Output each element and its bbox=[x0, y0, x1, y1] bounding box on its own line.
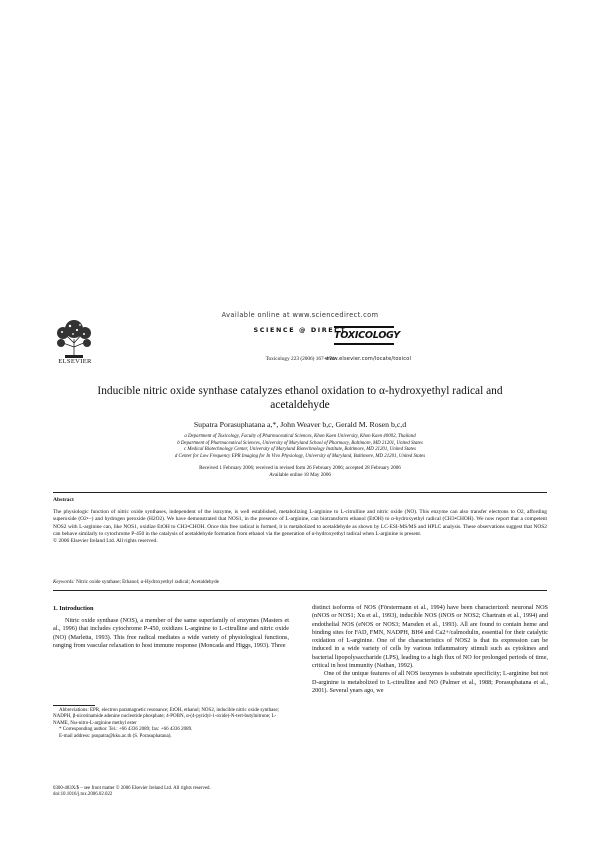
doi-link[interactable]: doi:10.1016/j.tox.2006.02.022 bbox=[53, 792, 113, 798]
affiliation-a: a Department of Toxicology, Faculty of Pharmaceutical Sciences, Khon Kaen University, Khon Kaen 40002, Thailand bbox=[184, 434, 416, 439]
available-online-notice[interactable]: Available online at www.sciencedirect.com bbox=[221, 311, 379, 319]
abstract-top-rule bbox=[53, 492, 547, 493]
abstract-text bbox=[53, 509, 547, 545]
abbreviations-footnote: Abbreviations: EPR, electron paramagnetic resonance; EtOH, ethanol; NOS2, inducible nitric oxide synthase; NADPH, β-nicotinamide adenine nucleotide phosphate; 4-POBN, α-(4-pyridyl-1-oxide)-N-tert-butylnitrone; L-NAME, Nω-nitro-L-arginine methyl ester bbox=[53, 708, 279, 726]
footnote-rule bbox=[53, 705, 95, 706]
journal-homepage-link[interactable]: www.elsevier.com/locate/toxicol bbox=[324, 356, 412, 362]
article-history bbox=[80, 465, 520, 479]
intro-column-right bbox=[312, 604, 548, 695]
received-dates: Received 1 February 2006; received in revised form 26 February 2006; accepted 28 February 2006 bbox=[199, 465, 401, 471]
corresponding-author-footnote: * Corresponding author. Tel.: +66 4336 2089; fax: +66 4336 2089. bbox=[59, 727, 193, 733]
abstract-bottom-rule bbox=[53, 590, 547, 591]
sciencedirect-logo: SCIENCE @ DIRECT bbox=[253, 326, 347, 334]
available-online-date: Available online 18 May 2006 bbox=[269, 472, 331, 478]
journal-reference: Toxicology 223 (2006) 167–174 bbox=[265, 356, 335, 362]
section-heading-introduction: 1. Introduction bbox=[53, 605, 94, 612]
keywords bbox=[53, 579, 547, 585]
keywords-list: Nitric oxide synthase; Ethanol; α-Hydroxyethyl radical; Acetaldehyde bbox=[76, 579, 219, 585]
footnotes bbox=[53, 708, 289, 740]
affiliation-c: c Medical Biotechnology Center, University of Maryland Biotechnology Institute, Baltimore, MD 21201, United States bbox=[184, 447, 416, 452]
elsevier-tree-logo bbox=[53, 317, 95, 359]
author-list: Supatra Porasuphatana a,*, John Weaver b,c, Gerald M. Rosen b,c,d bbox=[193, 420, 407, 429]
intro-column-left: Nitric oxide synthase (NOS), a member of the same superfamily of enzymes (Masters et al., 1996) that includes cytochrome P-450, oxidizes L-arginine to L-citrulline and nitric oxide (NO) (Marletta, 1993). This free radical mediates a wide variety of physiological functions, ranging from vascular relaxation to host immune response (Moncada and Higgs, 1993). Three bbox=[53, 617, 289, 649]
email-footnote[interactable]: E-mail address: psupatra@kku.ac.th (S. Porasuphatana). bbox=[59, 733, 172, 739]
article-title: Inducible nitric oxide synthase catalyzes ethanol oxidation to α-hydroxyethyl radical and acetaldehyde bbox=[97, 385, 503, 411]
abstract-body: The physiologic function of nitric oxide synthases, independent of the isozyme, is well established, metabolizing L-arginine to L-citrulline and nitric oxide (NO). This enzyme can also transfer electrons to O2, affording superoxide (O2•−) and hydrogen peroxide (H2O2). We have demonstrated that NOS1, in the presence of L-arginine, can biotransform ethanol (EtOH) to α-hydroxyethyl radical (CH3•CHOH). We now report that a competent NOS2 with L-arginine can, like NOS1, oxidize EtOH to CH3•CHOH. Once this free radical is formed, it is metabolized to acetaldehyde as shown by LC-ESI-MS/MS and HPLC analysis. These observations suggest that NOS2 can behave similarly to cytochrome P-450 in the catalysis of acetaldehyde formation from ethanol via the generation of α-hydroxyethyl radical when L-arginine is present. bbox=[53, 509, 547, 537]
toxicology-journal-logo: TOXICOLOGY bbox=[334, 318, 394, 352]
issn-line: 0300-483X/$ – see front matter © 2006 Elsevier Ireland Ltd. All rights reserved. bbox=[53, 786, 211, 791]
keywords-label: Keywords: bbox=[53, 579, 75, 585]
affiliations bbox=[80, 434, 520, 460]
elsevier-wordmark: ELSEVIER bbox=[58, 358, 92, 365]
affiliation-d: d Center for Low Frequency EPR Imaging for In Vivo Physiology, University of Maryland, Baltimore, MD 21201, United States bbox=[174, 453, 426, 459]
abstract-copyright: © 2006 Elsevier Ireland Ltd. All rights reserved. bbox=[53, 538, 158, 545]
intro-paragraph: distinct isoforms of NOS (Förstermann et al., 1994) have been characterized: neuronal NOS (nNOS or NOS1; Xu et al., 1993), inducible NOS (iNOS or NOS2; Chartrain et al., 1994) and endothelial NOS (eNOS or NOS3; Marsden et al., 1993). All are found to contain heme and binding sites for FAD, FMN, NADPH, BH4 and Ca2+/calmodulin, essential for their catalytic oxidation of L-arginine. One of the characteristics of NOS2 is that its expression can be induced in a wide variety of cells by various inflammatory stimuli such as cytokines and bacterial lipopolysaccharide (LPS), leading to a high flux of NO for prolonged periods of time, critical in host immunity (Nathan, 1992). bbox=[312, 604, 548, 670]
affiliation-b: b Department of Pharmaceutical Sciences, University of Maryland School of Pharmacy, Baltimore, MD 21201, United States bbox=[177, 440, 423, 446]
intro-paragraph: One of the unique features of all NOS isozymes is substrate specificity; L-arginine but not D-arginine is metabolized to L-citrulline and NO (Palmer et al., 1988; Porasuphatana et al., 2001). Several years ago, we bbox=[312, 670, 548, 694]
front-matter-info bbox=[53, 786, 353, 799]
abstract-heading: Abstract bbox=[53, 497, 74, 503]
